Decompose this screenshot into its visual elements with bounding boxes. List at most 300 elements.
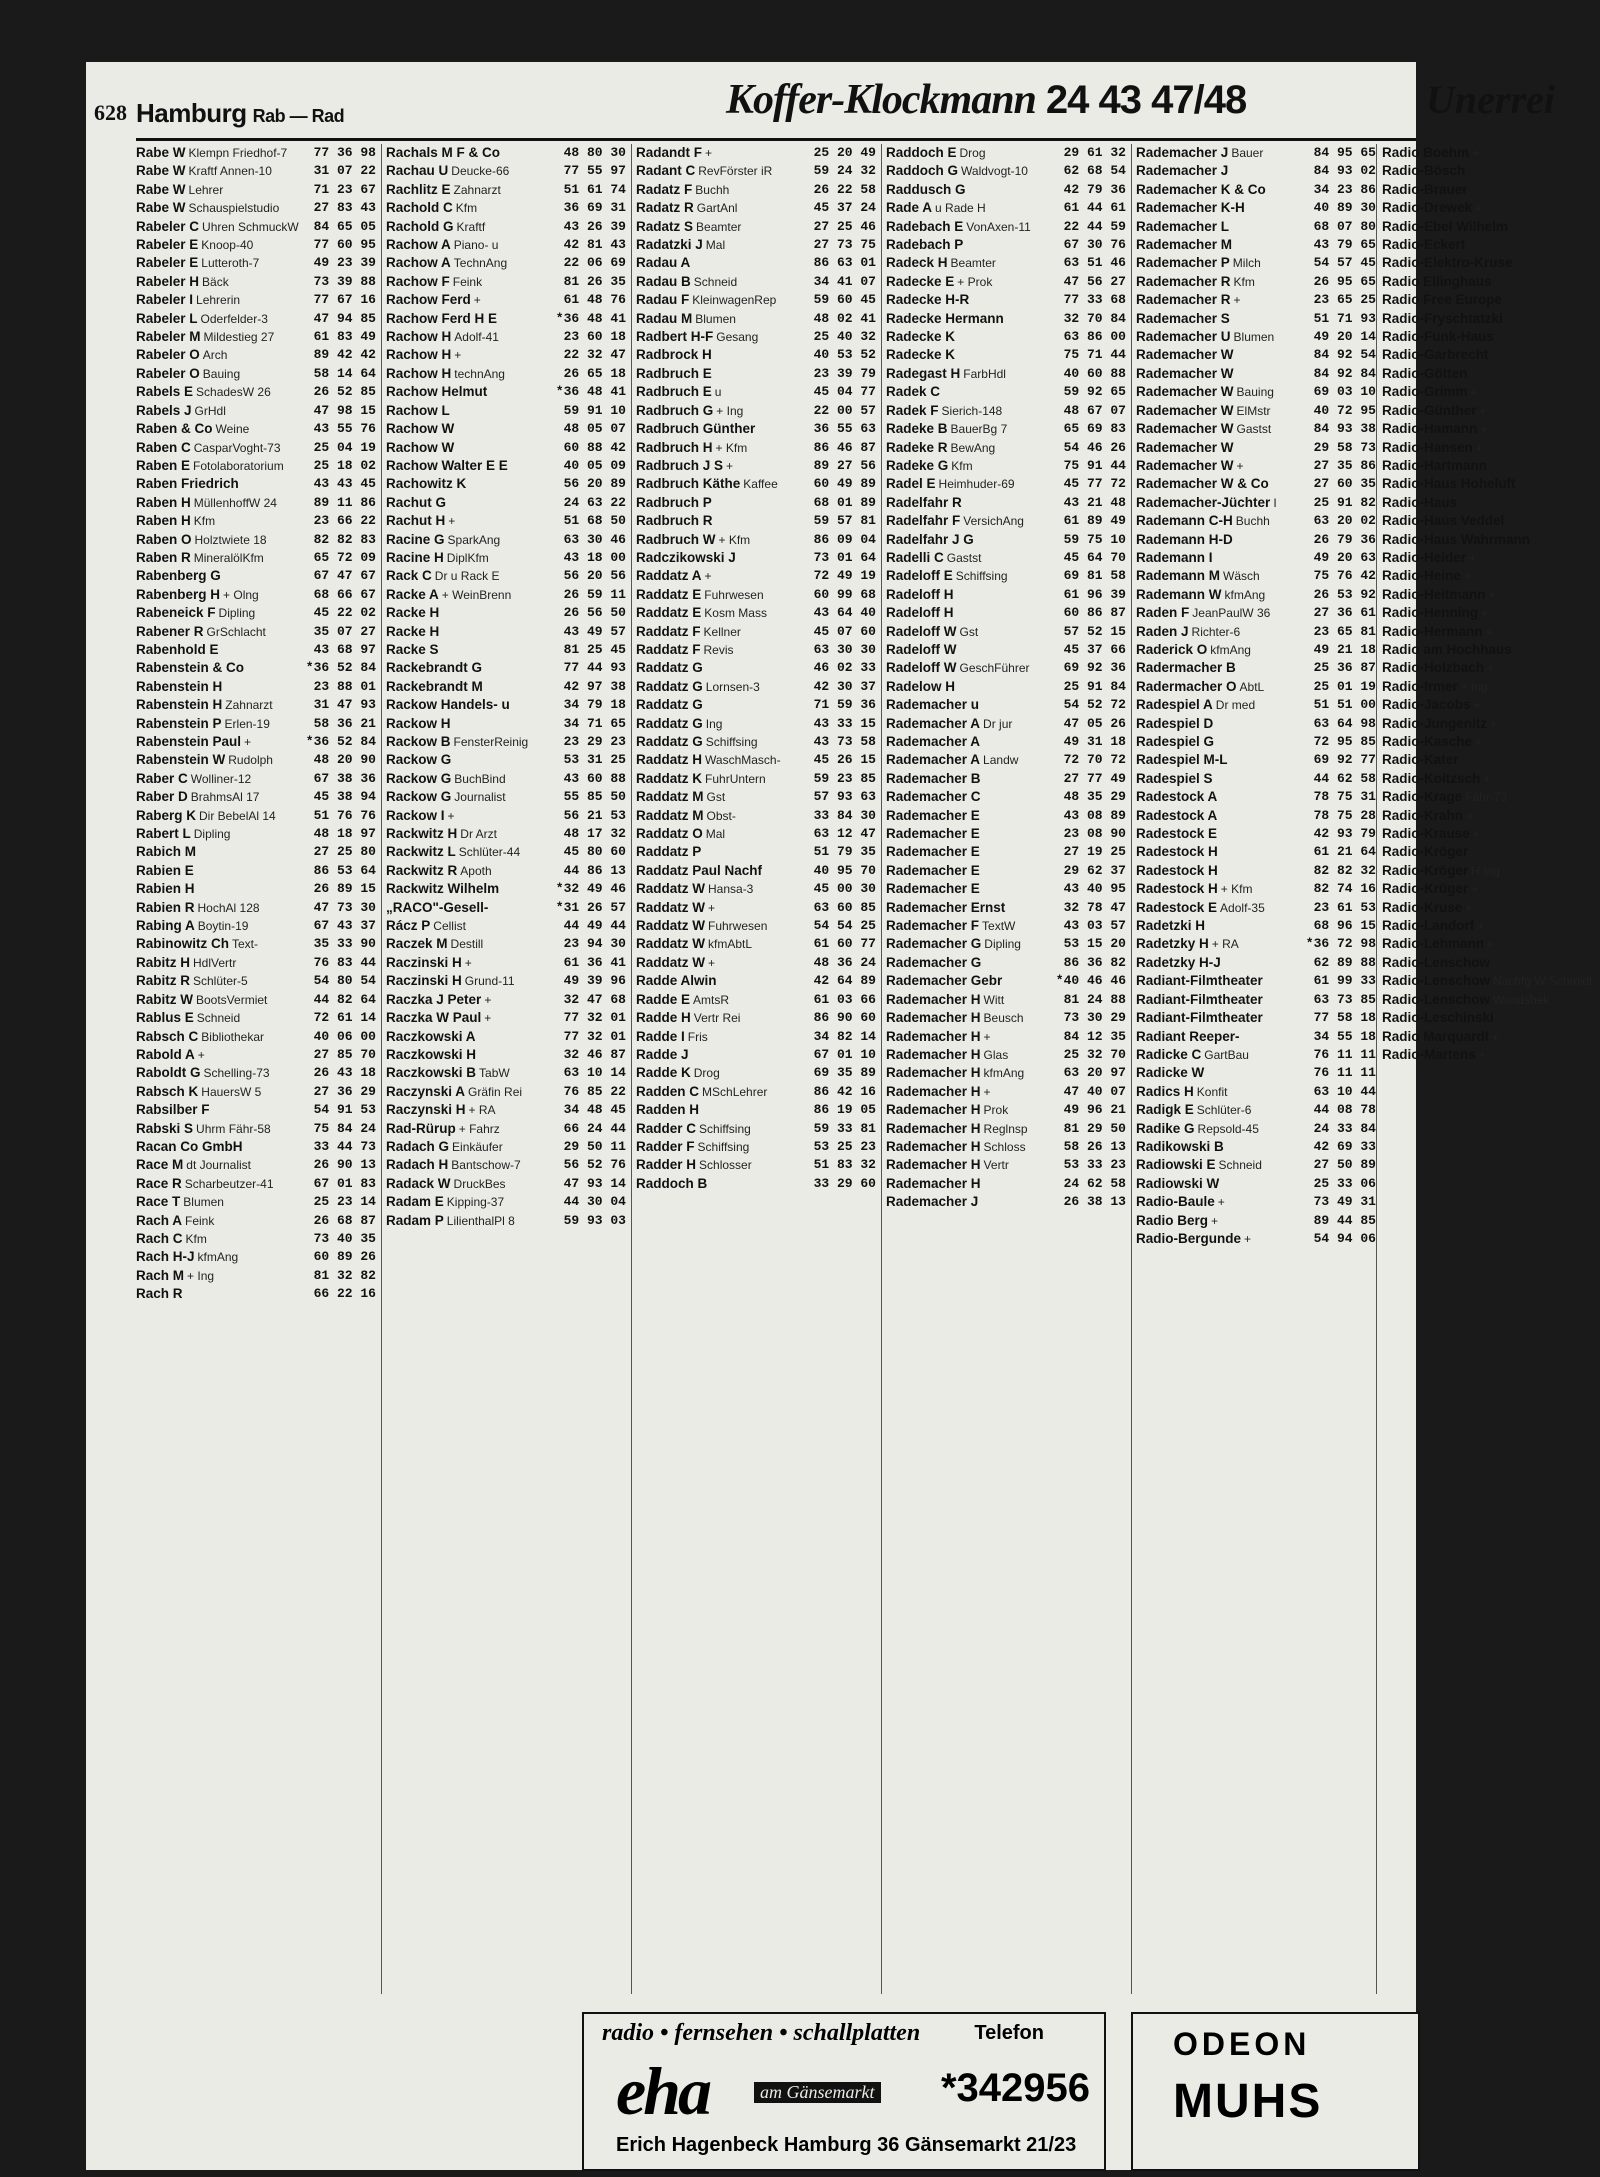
listing-detail: + xyxy=(1475,735,1483,749)
listing-phone: 67 47 67 xyxy=(313,568,376,584)
listing-phone: 71 59 36 xyxy=(813,697,876,713)
listing-entry xyxy=(886,1175,1126,1193)
listing-name: Radau M xyxy=(636,310,693,326)
listing-phone: 49 20 14 xyxy=(1313,329,1376,345)
listing-entry xyxy=(1382,567,1582,585)
listing-detail: HauersW 5 xyxy=(201,1084,262,1099)
listing-entry xyxy=(1382,310,1582,328)
listing-detail: Beusch xyxy=(983,1011,1024,1026)
listing-entry xyxy=(886,604,1126,622)
listing-detail: + xyxy=(1236,458,1244,473)
listing-phone: *36 52 84 xyxy=(305,660,376,676)
listing-phone: 43 26 39 xyxy=(563,218,626,234)
listing-name: Radau B xyxy=(636,273,691,289)
listing-phone: 78 75 31 xyxy=(1313,789,1376,805)
listing-name: Rademacher H xyxy=(886,1065,981,1081)
listing-name: Rademacher U xyxy=(1136,329,1231,345)
listing-name: Rademacher A xyxy=(886,715,981,731)
listing-name: Rabsilber F xyxy=(136,1102,210,1118)
listing-entry xyxy=(1136,770,1376,788)
listing-name: Radebach P xyxy=(886,237,964,253)
listing-phone: 55 85 50 xyxy=(563,789,626,805)
listing-phone: *36 48 41 xyxy=(555,310,626,326)
listing-phone: 49 21 18 xyxy=(1313,641,1376,657)
listing-detail: Schlosser xyxy=(699,1158,752,1173)
listing-name: Radach G xyxy=(386,1138,450,1154)
listing-entry xyxy=(636,199,876,217)
listing-entry xyxy=(1136,586,1376,604)
listing-name: Rademacher B xyxy=(886,770,981,786)
listing-name: Raczka J Peter xyxy=(386,991,482,1007)
listing-entry xyxy=(886,512,1126,530)
listing-name: Radant C xyxy=(636,163,696,179)
ad-address: Erich Hagenbeck Hamburg 36 Gänsemarkt 21/23 xyxy=(616,2134,1077,2156)
listing-detail: FarbHdl xyxy=(963,366,1006,381)
listing-entry xyxy=(386,346,626,364)
listing-detail: + xyxy=(197,1047,205,1062)
listing-name: Radio-Irmer xyxy=(1382,678,1458,694)
listing-detail: Fähr-73 xyxy=(1465,790,1508,805)
listing-phone: 23 88 01 xyxy=(313,678,376,694)
listing-entry xyxy=(1136,439,1376,457)
listing-name: Rademacher J xyxy=(1136,145,1229,160)
listing-entry xyxy=(1136,531,1376,549)
listing-name: Rademacher S xyxy=(1136,310,1230,326)
listing-detail: Buchh xyxy=(1235,514,1270,529)
listing-name: Rade A xyxy=(886,200,933,216)
listing-entry xyxy=(886,1083,1126,1101)
listing-phone: 23 65 81 xyxy=(1313,623,1376,639)
listing-name: Radio-Krause xyxy=(1382,826,1470,842)
listing-phone: 40 60 88 xyxy=(1063,365,1126,381)
listing-detail: Waldvogt-10 xyxy=(961,164,1028,179)
listing-detail: Kfm xyxy=(455,201,478,216)
listing-entry xyxy=(636,641,876,659)
listing-name: Radio-Holzbach xyxy=(1382,660,1485,676)
listing-phone: 77 67 16 xyxy=(313,292,376,308)
listing-phone: 68 01 89 xyxy=(813,494,876,510)
listing-phone: 60 99 68 xyxy=(813,586,876,602)
listing-entry xyxy=(136,328,376,346)
listing-entry xyxy=(386,1046,626,1064)
listing-name: Rademacher H xyxy=(886,1120,981,1136)
listing-phone: 43 68 97 xyxy=(313,641,376,657)
listing-name: Rademacher J xyxy=(1136,163,1229,179)
listing-phone: 43 03 57 xyxy=(1063,918,1126,934)
listing-entry xyxy=(886,696,1126,714)
listing-entry xyxy=(636,917,876,935)
listing-name: Rachow H xyxy=(386,347,452,363)
listing-entry xyxy=(1136,512,1376,530)
listing-name: Rachow W xyxy=(386,439,455,455)
listing-detail: Bantschow-7 xyxy=(451,1158,521,1173)
listing-detail: Adolf-35 xyxy=(1220,900,1265,915)
listing-entry xyxy=(136,199,376,217)
listing-entry xyxy=(1382,678,1582,696)
listing-detail: Richter-6 xyxy=(1191,624,1241,639)
listing-name: Rademacher H xyxy=(886,1010,981,1026)
listing-entry xyxy=(1136,935,1376,953)
listing-phone: 77 33 68 xyxy=(1063,292,1126,308)
listing-name: Raddatz G xyxy=(636,660,703,676)
listing-detail: u Rade H xyxy=(935,201,986,216)
listing-entry xyxy=(386,512,626,530)
listing-detail: + xyxy=(1211,1213,1219,1228)
listing-detail: + xyxy=(1475,201,1483,216)
listing-detail: BootsVermiet xyxy=(196,992,268,1007)
listing-detail: Blumen xyxy=(183,1195,224,1210)
listing-phone: 73 30 29 xyxy=(1063,1010,1126,1026)
listing-entry xyxy=(1382,899,1582,917)
listing-phone: 58 14 64 xyxy=(313,365,376,381)
listing-phone: 40 05 09 xyxy=(563,457,626,473)
listing-name: Racine G xyxy=(386,531,445,547)
listing-entry xyxy=(1382,843,1582,861)
listing-detail: Schelling-73 xyxy=(203,1066,270,1081)
listing-phone: 59 93 03 xyxy=(563,1212,626,1228)
listing-name: Radestock H xyxy=(1136,881,1218,897)
listing-entry xyxy=(386,254,626,272)
listing-entry xyxy=(136,162,376,180)
listing-phone: 27 25 46 xyxy=(813,218,876,234)
listing-detail: Erlen-19 xyxy=(224,716,270,731)
listing-detail: Text- xyxy=(232,937,259,952)
listing-phone: 73 39 88 xyxy=(313,273,376,289)
listing-phone: 29 62 37 xyxy=(1063,862,1126,878)
listing-name: Race T xyxy=(136,1194,181,1210)
listing-entry xyxy=(636,733,876,751)
listing-detail: MüllenhoffW 24 xyxy=(193,495,277,510)
listing-phone: 27 60 35 xyxy=(1313,476,1376,492)
listing-detail: Feink xyxy=(452,274,483,289)
listing-name: Raddatz W xyxy=(636,881,705,897)
listing-name: Radecke Hermann xyxy=(886,310,1004,326)
listing-name: Radel E xyxy=(886,476,936,492)
listing-detail: Prok xyxy=(983,1103,1009,1118)
listing-detail: Schiffsing xyxy=(697,1139,750,1154)
listing-entry xyxy=(636,604,876,622)
listing-detail: Lehrer xyxy=(188,182,224,197)
listing-phone: 48 35 29 xyxy=(1063,789,1126,805)
listing-entry xyxy=(636,788,876,806)
listing-phone: 45 07 60 xyxy=(813,623,876,639)
listing-name: Rackwitz H xyxy=(386,826,458,842)
listing-name: Radio-Baule xyxy=(1136,1194,1215,1210)
listing-name: Radio-Hamann xyxy=(1382,421,1478,437)
listing-name: Radio Berg xyxy=(1136,1212,1209,1228)
listing-phone: 84 93 38 xyxy=(1313,421,1376,437)
listing-entry xyxy=(136,954,376,972)
listing-entry xyxy=(136,402,376,420)
listing-phone: 34 82 14 xyxy=(813,1028,876,1044)
listing-name: Rabinowitz Ch xyxy=(136,936,229,952)
listing-detail: Dr jur xyxy=(983,716,1013,731)
listing-entry xyxy=(636,696,876,714)
listing-name: Rach M xyxy=(136,1267,185,1283)
listing-detail: Zahnarzt xyxy=(225,698,273,713)
listing-name: Raczinski H xyxy=(386,973,462,989)
column-divider xyxy=(1376,144,1377,1994)
listing-entry xyxy=(886,1028,1126,1046)
listing-name: Rabenstein W xyxy=(136,752,226,768)
listing-phone: 47 40 07 xyxy=(1063,1083,1126,1099)
listing-phone: 34 79 18 xyxy=(563,697,626,713)
listing-entry xyxy=(1382,199,1582,217)
listing-entry xyxy=(386,733,626,751)
listing-entry xyxy=(636,991,876,1009)
listing-phone: 73 01 64 xyxy=(813,549,876,565)
listing-name: Rabitz R xyxy=(136,973,190,989)
listing-detail: Beamter xyxy=(950,256,996,271)
listing-name: Rackwitz Wilhelm xyxy=(386,881,500,897)
listing-detail: + Ing xyxy=(1460,679,1488,694)
listing-detail: + xyxy=(704,569,712,584)
listing-name: Raben C xyxy=(136,439,191,455)
listing-phone: 22 44 59 xyxy=(1063,218,1126,234)
listing-entry xyxy=(886,991,1126,1009)
listing-name: Rachowitz K xyxy=(386,476,467,492)
listing-name: Radecke H-R xyxy=(886,292,970,308)
listing-entry xyxy=(636,899,876,917)
listing-detail: Bibliothekar xyxy=(201,1029,264,1044)
listing-detail: Kraftf xyxy=(456,219,486,234)
listing-detail: SchadesW 26 xyxy=(196,385,271,400)
listing-entry xyxy=(886,1101,1126,1119)
listing-name: Rabenstein P xyxy=(136,715,222,731)
listing-entry xyxy=(636,880,876,898)
listing-name: Radestock A xyxy=(1136,789,1218,805)
listing-entry xyxy=(636,273,876,291)
listing-phone: 44 82 64 xyxy=(313,991,376,1007)
listing-entry xyxy=(636,954,876,972)
listing-detail: Schneid xyxy=(1218,1158,1262,1173)
listing-phone: 59 24 32 xyxy=(813,163,876,179)
listing-entry xyxy=(1136,162,1376,180)
listing-entry xyxy=(1382,807,1582,825)
listing-phone: 43 79 65 xyxy=(1313,237,1376,253)
listing-name: Rachow W xyxy=(386,421,455,437)
listing-phone: 67 43 37 xyxy=(313,918,376,934)
listing-name: Raddatz G xyxy=(636,715,703,731)
listing-detail: + xyxy=(1233,293,1241,308)
listing-entry xyxy=(636,346,876,364)
listing-entry xyxy=(1136,567,1376,585)
listing-entry xyxy=(1136,1009,1376,1027)
listing-name: Radbruch Günther xyxy=(636,421,756,437)
listing-phone: 43 60 88 xyxy=(563,770,626,786)
listing-phone: *36 48 41 xyxy=(555,384,626,400)
listing-entry xyxy=(1136,899,1376,917)
listing-phone: 77 55 97 xyxy=(563,163,626,179)
listing-name: Radio Free Europe xyxy=(1382,292,1503,308)
listing-name: Radio-Haus xyxy=(1382,494,1458,510)
listing-entry xyxy=(636,1064,876,1082)
listing-name: Radio-Hansen xyxy=(1382,439,1473,455)
listing-entry xyxy=(386,383,626,401)
listing-name: Radio-Lenschow xyxy=(1382,973,1491,989)
listing-name: Rachow Ferd xyxy=(386,292,471,308)
listing-detail: LilienthalPl 8 xyxy=(446,1213,515,1228)
listing-detail: FuhrUntern xyxy=(705,771,766,786)
listing-detail: + xyxy=(1488,587,1496,602)
listing-name: Radam E xyxy=(386,1194,444,1210)
listing-name: Rabsch K xyxy=(136,1083,199,1099)
listing-detail: + xyxy=(1469,550,1477,565)
listing-entry xyxy=(1136,236,1376,254)
listing-name: Radio-Leschinski xyxy=(1382,1010,1494,1026)
listing-detail: HochAl 128 xyxy=(197,900,260,915)
listing-entry xyxy=(136,1230,376,1248)
listing-detail: + xyxy=(1487,661,1495,676)
listing-phone: 26 59 11 xyxy=(563,586,626,602)
listing-name: Radbruch Käthe xyxy=(636,476,741,492)
listing-entry xyxy=(1136,144,1376,162)
listing-entry xyxy=(636,623,876,641)
listing-name: Raddatz G xyxy=(636,734,703,749)
listing-name: Radio am Hochhaus xyxy=(1382,641,1512,657)
listing-detail: + xyxy=(1217,1195,1225,1210)
listing-entry xyxy=(886,457,1126,475)
listing-entry xyxy=(636,549,876,567)
listing-entry xyxy=(136,273,376,291)
listing-detail: Fuhrwesen xyxy=(708,919,768,934)
listing-name: Raczkowski B xyxy=(386,1065,477,1081)
listing-name: Raddatz O xyxy=(636,826,703,842)
listing-name: Raboldt G xyxy=(136,1065,201,1081)
listing-entry xyxy=(386,144,626,162)
listing-entry xyxy=(136,512,376,530)
listing-phone: 22 32 47 xyxy=(563,347,626,363)
listing-detail: u xyxy=(714,385,722,400)
listing-detail: Destill xyxy=(450,937,484,952)
listing-name: Rademacher E xyxy=(886,862,980,878)
listing-phone: 67 01 83 xyxy=(313,1175,376,1191)
listing-entry xyxy=(636,328,876,346)
listing-name: Rachow H xyxy=(386,329,452,345)
listing-entry xyxy=(886,807,1126,825)
listing-name: Rademacher W xyxy=(1136,402,1234,418)
listing-entry xyxy=(1382,144,1582,162)
listing-detail: Mildestieg 27 xyxy=(203,330,275,345)
listing-phone: 54 91 53 xyxy=(313,1102,376,1118)
listing-entry xyxy=(886,346,1126,364)
listing-entry xyxy=(1136,880,1376,898)
listing-phone: 48 18 97 xyxy=(313,826,376,842)
listing-name: Radam P xyxy=(386,1212,444,1228)
listing-entry xyxy=(1382,420,1582,438)
listing-phone: 63 10 14 xyxy=(563,1065,626,1081)
listing-entry xyxy=(136,291,376,309)
listing-name: Rademacher H xyxy=(886,1138,981,1154)
listing-name: Raczka W Paul xyxy=(386,1010,482,1026)
listing-name: Rabe W xyxy=(136,181,186,197)
listing-entry xyxy=(136,1028,376,1046)
listing-detail: Wandsbek xyxy=(1493,992,1550,1007)
listing-detail: Mal xyxy=(705,827,726,842)
listing-entry xyxy=(1136,1138,1376,1156)
listing-detail: Lutteroth-7 xyxy=(201,256,260,271)
listing-phone: 25 23 14 xyxy=(313,1194,376,1210)
listing-entry xyxy=(1136,623,1376,641)
listing-detail: Einkäufer xyxy=(452,1139,503,1154)
listing-name: Raczinski H xyxy=(386,954,462,970)
listing-phone: 84 92 84 xyxy=(1313,365,1376,381)
listing-detail: + Kfm xyxy=(1220,882,1253,897)
listing-entry xyxy=(1382,954,1582,972)
listing-entry xyxy=(136,475,376,493)
listing-phone: 40 72 95 xyxy=(1313,402,1376,418)
listing-entry xyxy=(636,1083,876,1101)
listing-name: Rackwitz R xyxy=(386,862,458,878)
listing-phone: 23 29 23 xyxy=(563,734,626,749)
listing-phone: *40 46 46 xyxy=(1055,973,1126,989)
listing-name: Radeloff W xyxy=(886,641,957,657)
listing-entry xyxy=(386,1064,626,1082)
eha-logo-subtitle: am Gänsemarkt xyxy=(754,2082,881,2103)
listing-name: Rademacher E xyxy=(886,881,980,897)
listing-entry xyxy=(386,696,626,714)
listing-name: Rademacher Gebr xyxy=(886,973,1003,989)
listing-detail: Mal xyxy=(705,238,726,253)
listing-entry xyxy=(1382,549,1582,567)
listing-name: Raddatz K xyxy=(636,770,703,786)
listing-name: Raddatz F xyxy=(636,623,701,639)
listing-phone: 44 86 13 xyxy=(563,862,626,878)
listing-columns xyxy=(136,144,1593,1994)
listing-phone: 84 65 05 xyxy=(313,218,376,234)
listing-phone: 43 08 89 xyxy=(1063,807,1126,823)
listing-name: Rackow Handels- u xyxy=(386,697,510,713)
listing-phone: 34 48 45 xyxy=(563,1102,626,1118)
listing-name: Radio-Krüger xyxy=(1382,881,1469,897)
listing-phone: 40 95 70 xyxy=(813,862,876,878)
listing-entry xyxy=(636,236,876,254)
listing-entry xyxy=(886,935,1126,953)
listing-detail: + Prok xyxy=(957,274,993,289)
listing-name: Radespiel S xyxy=(1136,770,1213,786)
listing-detail: Fris xyxy=(687,1029,708,1044)
listing-entry xyxy=(1382,770,1582,788)
listing-entry xyxy=(1136,346,1376,364)
listing-phone: 72 49 19 xyxy=(813,568,876,584)
listing-detail: Wäsch xyxy=(1223,569,1260,584)
listing-entry xyxy=(1382,254,1582,272)
listing-entry xyxy=(1382,788,1582,806)
listing-phone: 45 26 15 xyxy=(813,752,876,768)
listing-detail: Dipling xyxy=(193,827,231,842)
listing-name: Raddatz W xyxy=(636,918,705,934)
listing-name: Radio-Drewek xyxy=(1382,200,1473,216)
listing-phone: 81 32 82 xyxy=(313,1267,376,1283)
listing-entry xyxy=(886,1009,1126,1027)
listing-phone: 63 10 44 xyxy=(1313,1083,1376,1099)
listing-phone: 42 30 37 xyxy=(813,678,876,694)
listing-entry xyxy=(386,365,626,383)
listing-detail: + xyxy=(473,293,481,308)
listing-name: Rademacher H xyxy=(886,1102,981,1118)
listing-detail: + xyxy=(1470,385,1478,400)
listing-name: Radbruch H xyxy=(636,439,713,455)
listing-phone: 29 61 32 xyxy=(1063,145,1126,160)
listing-entry xyxy=(886,310,1126,328)
listing-phone: 81 25 45 xyxy=(563,641,626,657)
listing-phone: 48 20 90 xyxy=(313,752,376,768)
listing-name: Radio-Kater xyxy=(1382,752,1459,768)
running-head xyxy=(136,98,344,129)
listing-detail: MSchLehrer xyxy=(702,1084,768,1099)
listing-name: Rademacher R xyxy=(1136,292,1231,308)
listing-phone: 32 47 68 xyxy=(563,991,626,1007)
